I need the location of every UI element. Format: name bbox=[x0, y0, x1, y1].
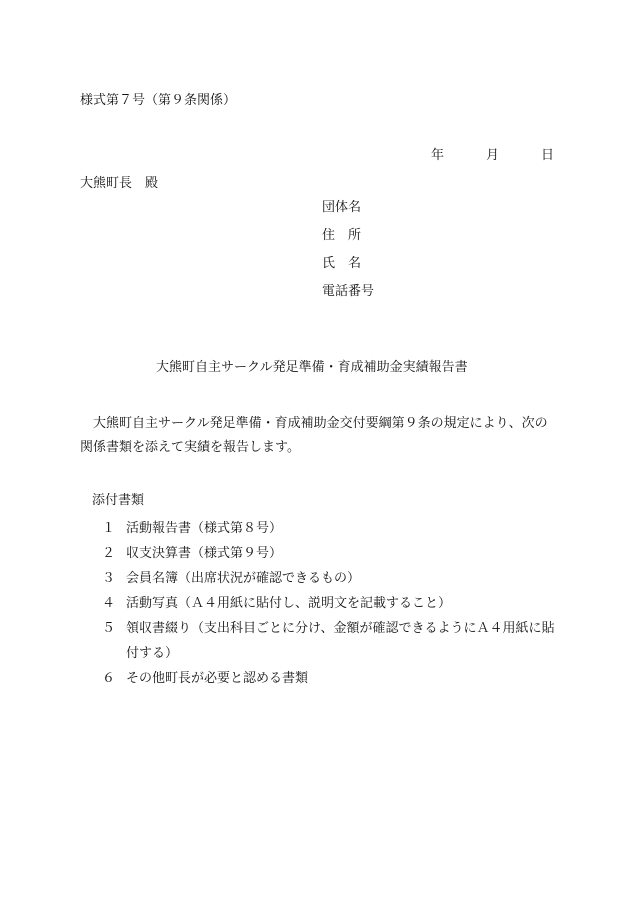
list-item bbox=[80, 591, 560, 616]
applicant-block bbox=[322, 199, 374, 311]
list-item-text: 収支決算書（様式第９号） bbox=[126, 546, 283, 561]
list-item-number: １ bbox=[102, 521, 116, 536]
list-item bbox=[80, 541, 560, 566]
list-item-number: ４ bbox=[102, 596, 116, 611]
date-month: 月 bbox=[486, 148, 500, 163]
applicant-field-name: 氏 名 bbox=[322, 256, 362, 271]
list-item bbox=[80, 516, 560, 541]
applicant-field-address: 住 所 bbox=[322, 228, 362, 243]
list-item-number: ６ bbox=[102, 671, 116, 686]
list-item-number: ５ bbox=[102, 621, 116, 636]
document-title: 大熊町自主サークル発足準備・育成補助金実績報告書 bbox=[156, 360, 468, 375]
attachments-list bbox=[80, 516, 560, 691]
list-item-text: 会員名簿（出席状況が確認できるもの） bbox=[126, 571, 361, 586]
applicant-field-phone: 電話番号 bbox=[322, 284, 375, 299]
date-day: 日 bbox=[541, 148, 555, 163]
attachments-heading: 添付書類 bbox=[92, 493, 145, 508]
body-text: 大熊町自主サークル発足準備・育成補助金交付要綱第９条の規定により、次の関係書類を添えて実績を報告します。 bbox=[80, 416, 548, 455]
list-item bbox=[80, 616, 560, 666]
list-item-text: 領収書綴り（支出科目ごとに分け、金額が確認できるようにＡ４用紙に貼付する） bbox=[126, 621, 555, 661]
addressee: 大熊町長 殿 bbox=[80, 176, 159, 191]
date-year: 年 bbox=[431, 148, 445, 163]
list-item bbox=[80, 566, 560, 591]
list-item-number: ３ bbox=[102, 571, 116, 586]
applicant-field-group-name: 団体名 bbox=[322, 200, 362, 215]
list-item-text: 活動報告書（様式第８号） bbox=[126, 521, 283, 536]
list-item-text: その他町長が必要と認める書類 bbox=[126, 671, 309, 686]
form-number: 様式第７号（第９条関係） bbox=[80, 93, 237, 108]
list-item-number: ２ bbox=[102, 546, 116, 561]
list-item-text: 活動写真（Ａ４用紙に貼付し、説明文を記載すること） bbox=[126, 596, 452, 611]
list-item bbox=[80, 666, 560, 691]
